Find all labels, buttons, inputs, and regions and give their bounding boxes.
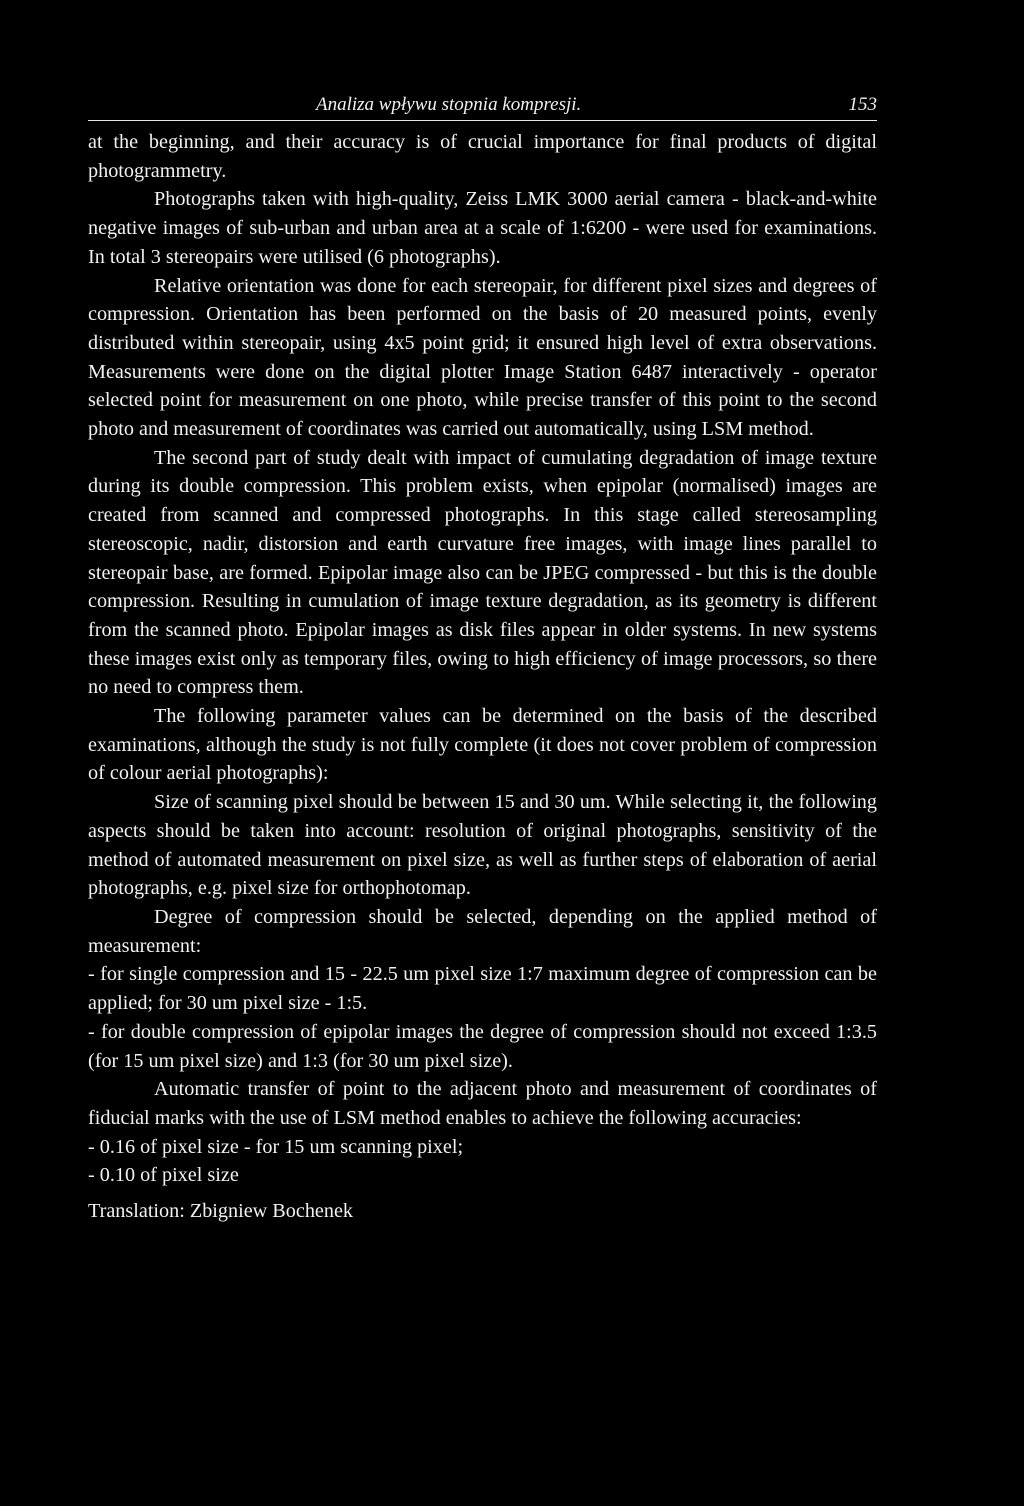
paragraph: The following parameter values can be determined on the basis of the described examinations, although the study is not fully complete (it does not cover problem of compression of colour aerial photographs): [88, 705, 877, 785]
paragraph: Automatic transfer of point to the adjacent photo and measurement of coordinates of fiducial marks with the use of LSM method enables to achieve the following accuracies: [88, 1078, 877, 1129]
list-item: - for single compression and 15 - 22.5 um pixel size 1:7 maximum degree of compression can be applied; for 30 um pixel size - 1:5. [88, 963, 877, 1015]
page-number: 153 [848, 94, 877, 115]
translator-signature: Translation: Zbigniew Bochenek [88, 1200, 354, 1223]
paragraph: Relative orientation was done for each stereopair, for different pixel sizes and degrees of compression. Orientation has been performed on the basis of 20 measured points, evenly distributed within stereopair, using 4x5 point grid; it ensured high level of extra observations. Measurements were done on the digital plotter Image Station 6487 interactively - operator selected point for measurement on one photo, while precise transfer of this point to the second photo and measurement of coordinates was carried out automatically, using LSM method. [88, 274, 877, 441]
list-item: - 0.10 of pixel size [88, 1164, 239, 1187]
paragraph: The second part of study dealt with impact of cumulating degradation of image texture during its double compression. This problem exists, when epipolar (normalised) images are created from scanned and compressed photographs. In this stage called stereosampling stereoscopic, nadir, distorsion and earth curvature free images, with image lines parallel to stereopair base, are formed. Epipolar image also can be JPEG compressed - but this is the double compression. Resulting in cumulation of image texture degradation, as its geometry is different from the scanned photo. Epipolar images as disk files appear in older systems. In new systems these images exist only as temporary files, owing to high efficiency of image processors, so there no need to compress them. [88, 446, 877, 699]
paragraph: Size of scanning pixel should be between 15 and 30 um. While selecting it, the following aspects should be taken into account: resolution of original photographs, sensitivity of the method of automated measurement on pixel size, as well as further steps of elaboration of aerial photographs, e.g. pixel size for orthophotomap. [88, 791, 877, 900]
list-item: - for double compression of epipolar images the degree of compression should not exceed 1:3.5 (for 15 um pixel size) and 1:3 (for 30 um pixel size). [88, 1020, 877, 1072]
paragraph: at the beginning, and their accuracy is of crucial importance for final products of digital photogrammetry. [88, 131, 877, 182]
document-page [88, 90, 877, 1223]
running-header [88, 90, 877, 121]
list-item: - 0.16 of pixel size - for 15 um scanning pixel; [88, 1135, 464, 1158]
paragraph: Degree of compression should be selected, depending on the applied method of measurement: [88, 905, 877, 957]
paragraph: Photographs taken with high-quality, Zeiss LMK 3000 aerial camera - black-and-white negative images of sub-urban and urban area at a scale of 1:6200 - were used for examinations. In total 3 stereopairs were utilised (6 photographs). [88, 188, 877, 268]
running-title: Analiza wpływu stopnia kompresji. [316, 94, 582, 115]
body-text [88, 128, 877, 1190]
